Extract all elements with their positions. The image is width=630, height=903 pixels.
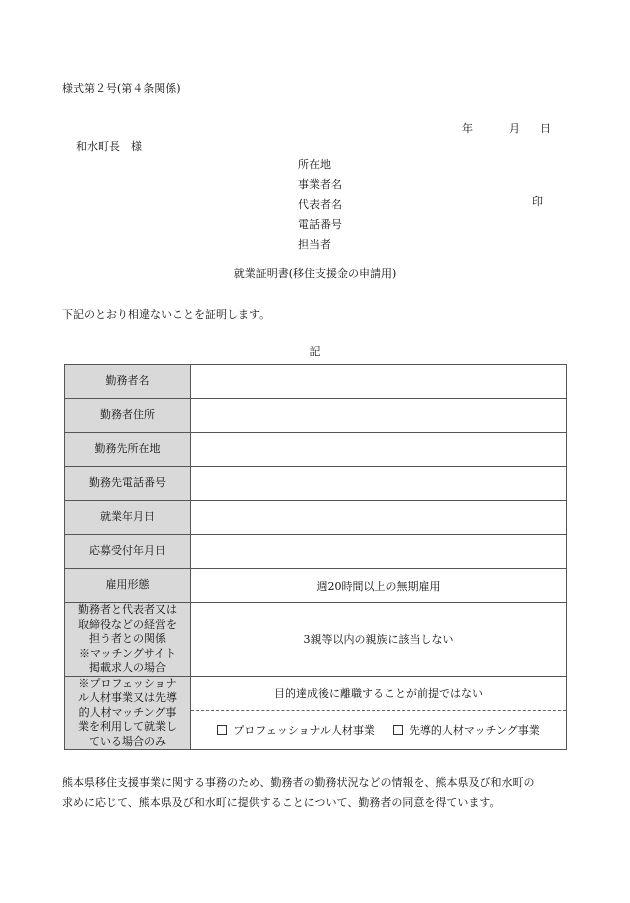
professional-label <box>65 676 191 750</box>
table-row <box>65 467 567 501</box>
row-label: 勤務先電話番号 <box>65 467 191 501</box>
employment-type-value: 週20時間以上の無期雇用 <box>191 569 567 603</box>
workplace-phone-field[interactable] <box>191 467 567 501</box>
consent-line: 熊本県移住支援事業に関する事務のため、勤務者の勤務状況などの情報を、熊本県及び和水町の <box>62 776 535 789</box>
checkbox-icon[interactable] <box>393 725 403 735</box>
date-line <box>462 120 551 136</box>
table-row <box>65 501 567 535</box>
application-date-field[interactable] <box>191 535 567 569</box>
professional-option-1[interactable] <box>217 722 375 738</box>
professional-label-line: 業を利用して就業し <box>78 720 177 733</box>
professional-label-line: ※プロフェッショナ <box>78 676 177 690</box>
professional-option-2[interactable] <box>393 722 540 738</box>
employment-date-field[interactable] <box>191 501 567 535</box>
row-label: 勤務者名 <box>65 365 191 399</box>
professional-value: 目的達成後に離職することが前提ではない <box>191 677 566 711</box>
ki-heading: 記 <box>309 345 321 358</box>
worker-name-field[interactable] <box>191 365 567 399</box>
professional-label-line: ル人材事業又は先導 <box>78 691 177 704</box>
table-row <box>65 676 567 750</box>
consent-line: 求めに応じて、熊本県及び和水町に提供することについて、勤務者の同意を得ています。 <box>62 796 501 809</box>
date-month-label: 月 <box>509 122 520 135</box>
professional-label-line: 的人材マッチング事 <box>78 705 177 719</box>
professional-options <box>191 711 566 749</box>
phone-label: 電話番号 <box>298 218 342 231</box>
intro-text: 下記のとおり相違ないことを証明します。 <box>62 308 271 321</box>
date-year-label: 年 <box>462 122 473 135</box>
row-label: 就業年月日 <box>65 501 191 535</box>
relation-label-line: 勤務者と代表者又は <box>78 603 177 616</box>
relation-label-line: ※マッチングサイト <box>78 646 177 660</box>
relation-label <box>65 603 191 677</box>
worker-address-field[interactable] <box>191 399 567 433</box>
date-day-label: 日 <box>540 122 551 135</box>
table-row <box>65 433 567 467</box>
table-row <box>65 603 567 677</box>
address-label: 所在地 <box>298 158 331 171</box>
row-label: 雇用形態 <box>65 569 191 603</box>
professional-cell <box>191 676 567 750</box>
option-label: プロフェッショナル人材事業 <box>233 723 375 737</box>
table-row <box>65 535 567 569</box>
representative-label: 代表者名 <box>298 198 342 211</box>
consent-text <box>62 773 572 813</box>
professional-label-line: ている場合のみ <box>89 734 166 748</box>
workplace-address-field[interactable] <box>191 433 567 467</box>
checkbox-icon[interactable] <box>217 725 227 735</box>
row-label: 勤務先所在地 <box>65 433 191 467</box>
addressee: 和水町長 様 <box>76 140 142 153</box>
relation-label-line: 取締役などの経営を <box>78 617 177 631</box>
business-name-label: 事業者名 <box>298 178 342 191</box>
contact-label: 担当者 <box>298 238 331 251</box>
document-title: 就業証明書(移住支援金の申請用) <box>233 267 397 280</box>
info-table <box>64 364 567 750</box>
seal-mark: 印 <box>532 195 543 208</box>
sender-block <box>298 155 342 255</box>
table-row <box>65 399 567 433</box>
table-row <box>65 569 567 603</box>
relation-label-line: 掲載求人の場合 <box>89 661 166 674</box>
option-label: 先導的人材マッチング事業 <box>408 723 540 737</box>
table-row <box>65 365 567 399</box>
relation-label-line: 担う者との関係 <box>89 632 166 645</box>
row-label: 応募受付年月日 <box>65 535 191 569</box>
form-number: 様式第２号(第４条関係) <box>62 82 181 95</box>
relation-value: 3親等以内の親族に該当しない <box>191 603 567 677</box>
row-label: 勤務者住所 <box>65 399 191 433</box>
